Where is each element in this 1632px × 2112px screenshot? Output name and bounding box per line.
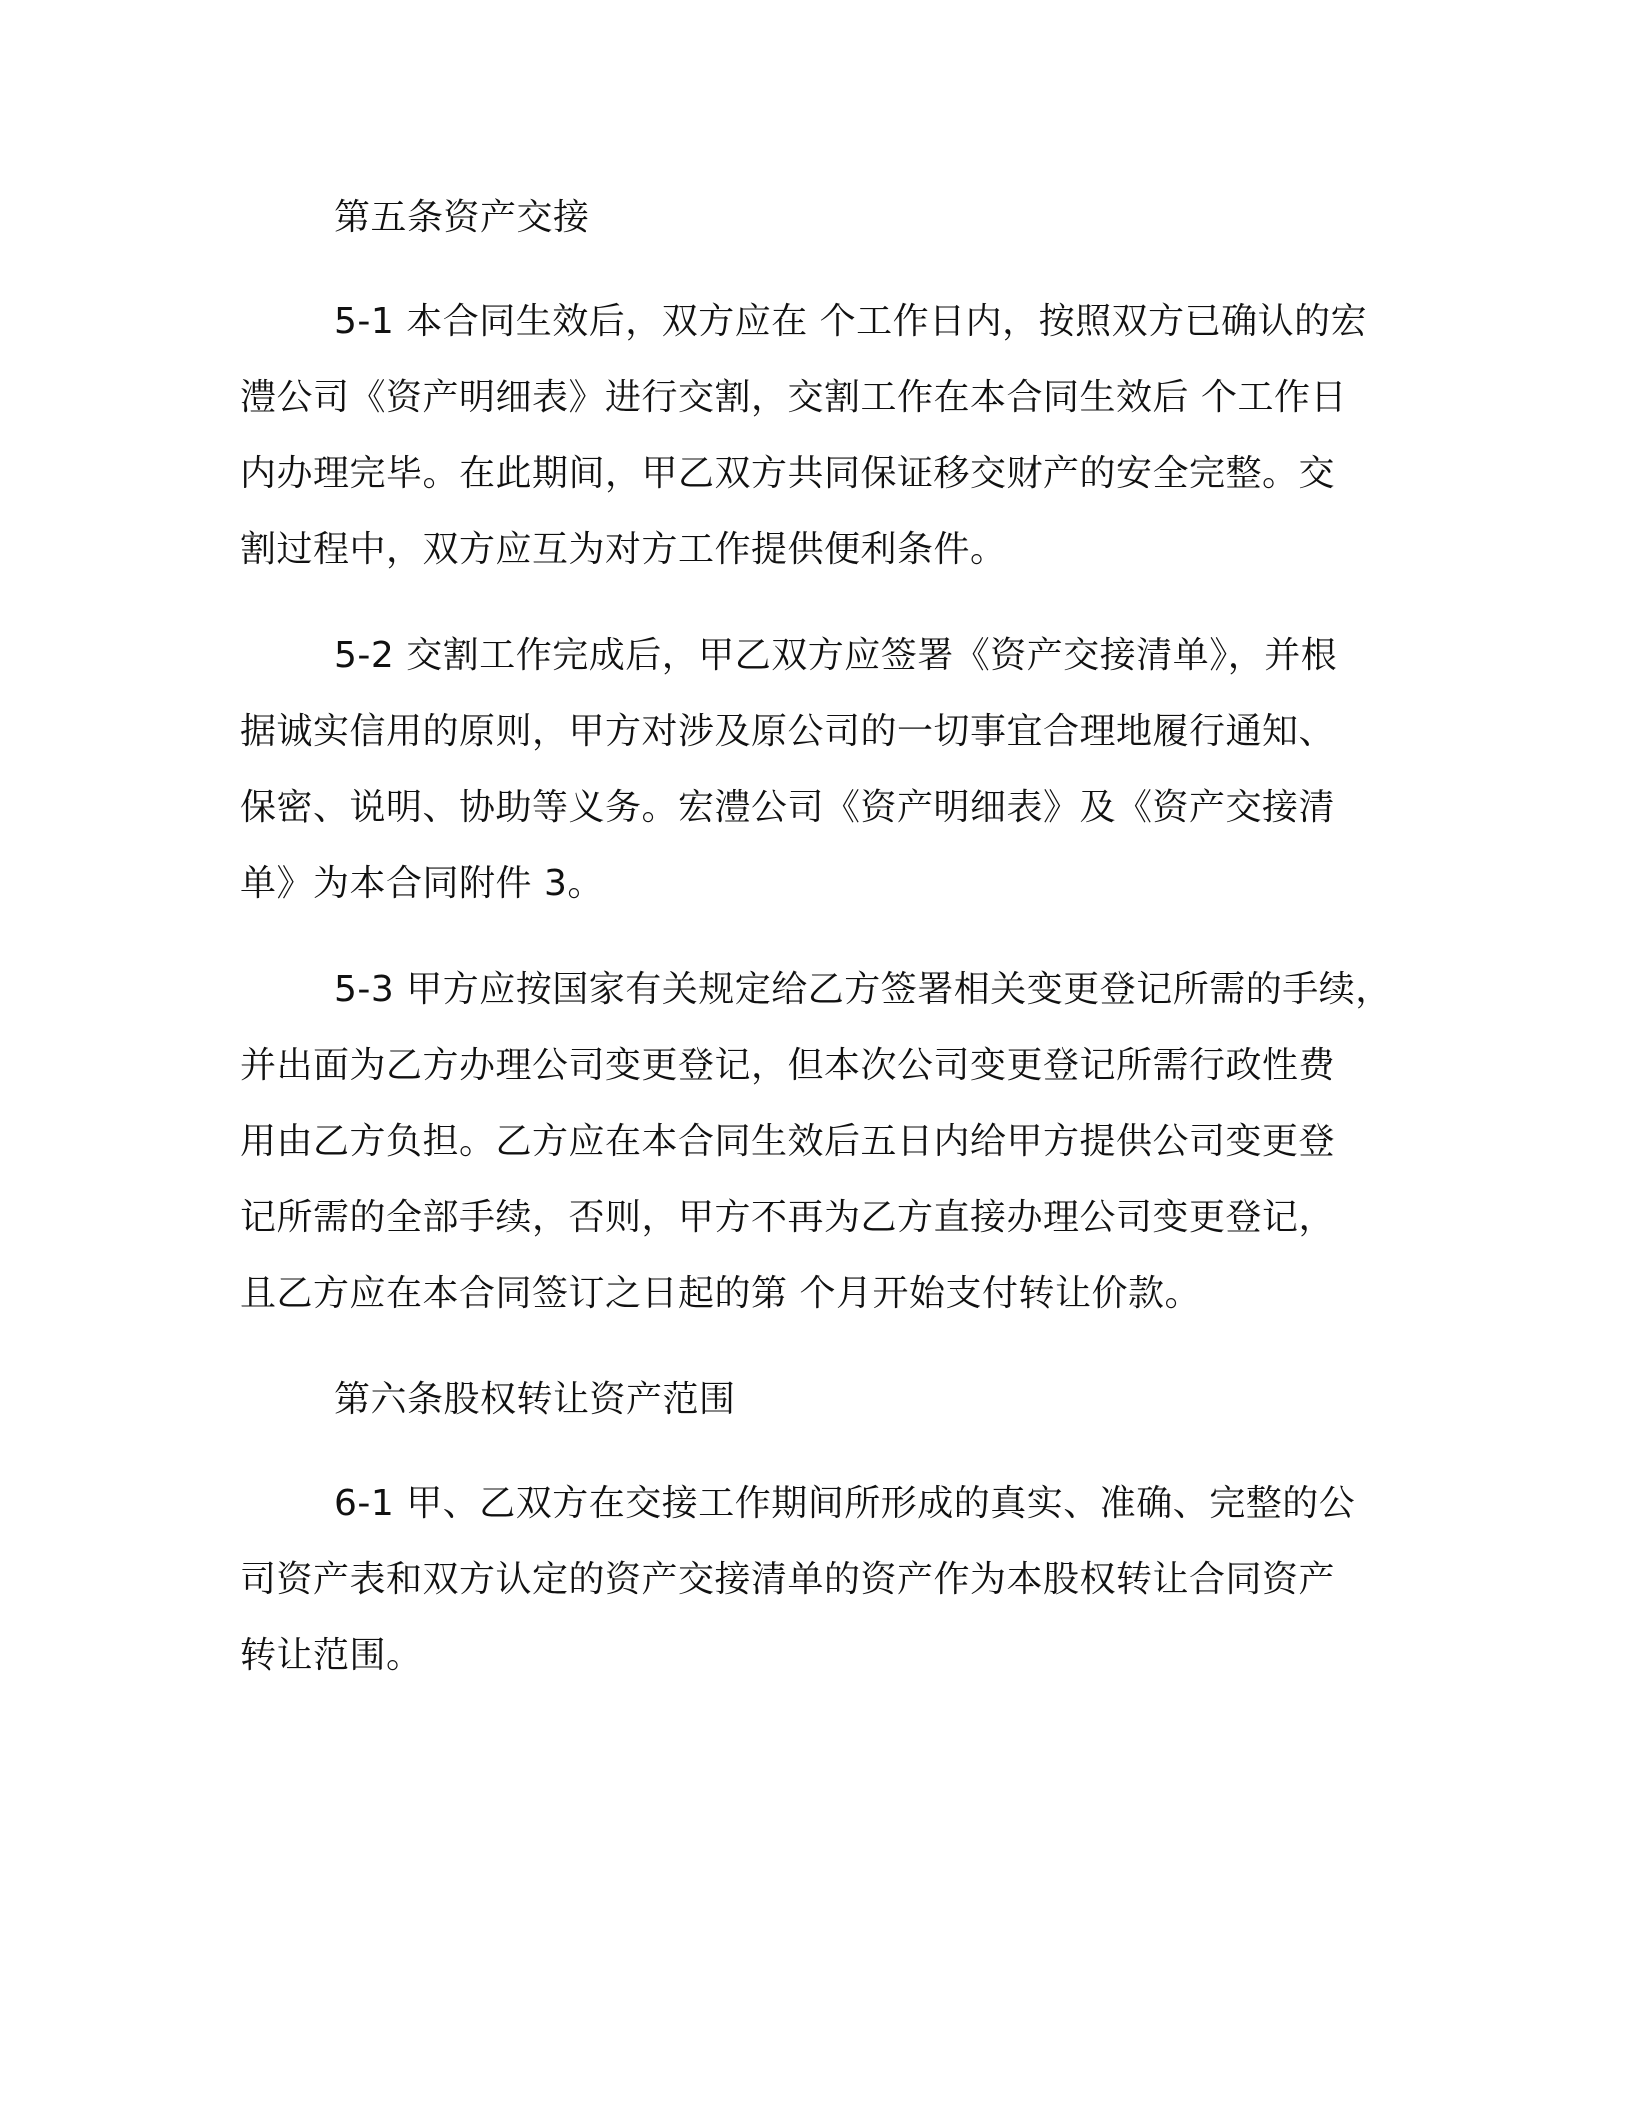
section-6-heading: 第六条股权转让资产范围 [334,1379,736,1420]
clause-6-1-line-2: 司资产表和双方认定的资产交接清单的资产作为本股权转让合同资产 [240,1559,1336,1600]
clause-5-2-line-1: 5-2 交割工作完成后，甲乙双方应签署《资产交接清单》，并根 [334,635,1338,676]
clause-6-1-line-3: 转让范围。 [240,1635,423,1676]
clause-5-1-line-1: 5-1 本合同生效后，双方应在 个工作日内，按照双方已确认的宏 [334,301,1368,342]
clause-5-1-line-4: 割过程中，双方应互为对方工作提供便利条件。 [240,529,1007,570]
clause-5-3-line-5: 且乙方应在本合同签订之日起的第 个月开始支付转让价款。 [240,1273,1201,1314]
clause-5-3-line-1: 5-3 甲方应按国家有关规定给乙方签署相关变更登记所需的手续， [334,969,1392,1010]
clause-5-2-line-2: 据诚实信用的原则，甲方对涉及原公司的一切事宜合理地履行通知、 [240,711,1336,752]
clause-5-2-line-3: 保密、说明、协助等义务。宏澧公司《资产明细表》及《资产交接清 [240,787,1336,828]
clause-5-1-line-3: 内办理完毕。在此期间，甲乙双方共同保证移交财产的安全完整。交 [240,453,1336,494]
clause-5-1-line-2: 澧公司《资产明细表》进行交割，交割工作在本合同生效后 个工作日 [240,377,1347,418]
clause-5-2-line-4: 单》为本合同附件 3。 [240,863,604,904]
clause-5-3-line-4: 记所需的全部手续，否则，甲方不再为乙方直接办理公司变更登记， [240,1197,1336,1238]
clause-6-1-line-1: 6-1 甲、乙双方在交接工作期间所形成的真实、准确、完整的公 [334,1483,1356,1524]
section-5-heading: 第五条资产交接 [334,197,590,238]
clause-5-3-line-3: 用由乙方负担。乙方应在本合同生效后五日内给甲方提供公司变更登 [240,1121,1336,1162]
clause-5-3-line-2: 并出面为乙方办理公司变更登记，但本次公司变更登记所需行政性费 [240,1045,1336,1086]
